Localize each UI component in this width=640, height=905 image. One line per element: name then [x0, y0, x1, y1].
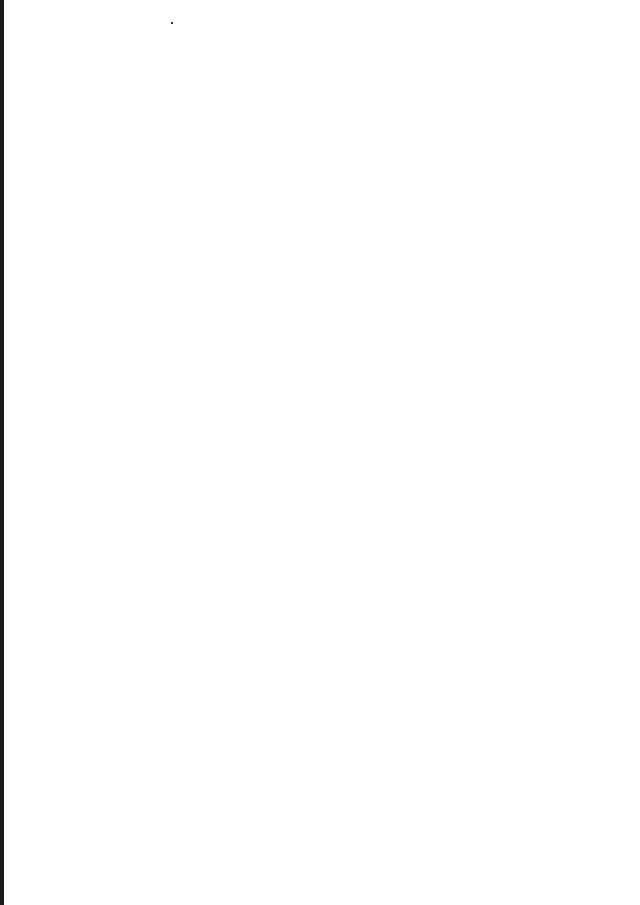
section-spacer [102, 60, 596, 80]
scan-edge-rule [0, 0, 4, 905]
document-body [102, 60, 596, 80]
scan-speck [171, 22, 173, 24]
